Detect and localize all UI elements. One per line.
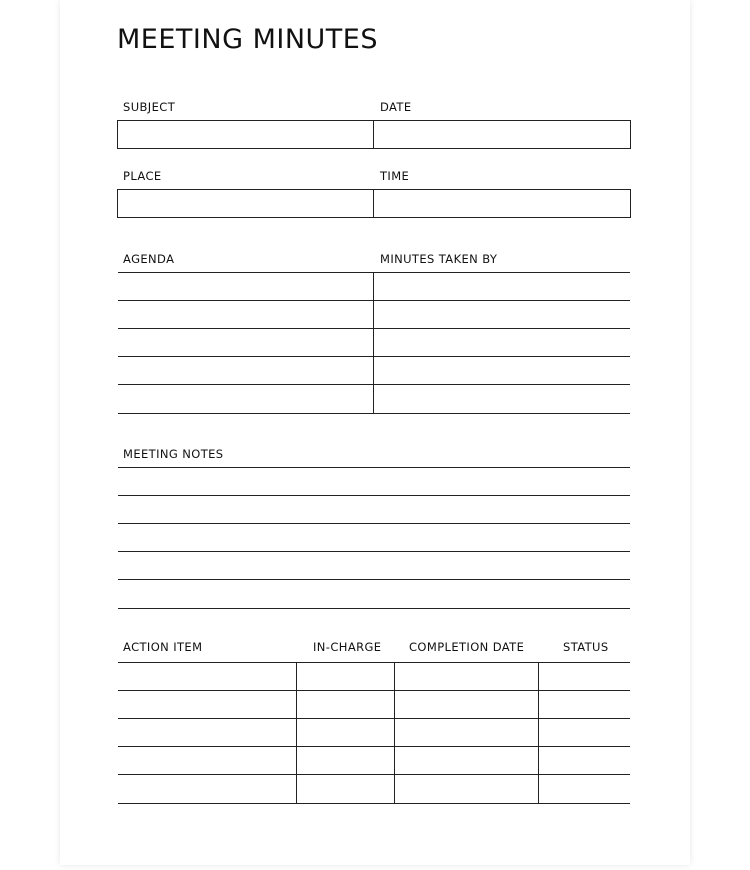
status-field[interactable] xyxy=(540,776,629,801)
meeting-notes-line-field[interactable] xyxy=(118,581,630,606)
notes-rule xyxy=(118,579,630,580)
page-title: MEETING MINUTES xyxy=(117,24,378,55)
action-table-column-divider xyxy=(538,662,539,803)
time-label: TIME xyxy=(380,169,410,183)
in-charge-field[interactable] xyxy=(298,748,393,773)
place-field[interactable] xyxy=(119,191,371,216)
notes-rule xyxy=(118,608,630,609)
notes-rule xyxy=(118,495,630,496)
minutes-taken-by-field[interactable] xyxy=(375,302,629,327)
agenda-item-field[interactable] xyxy=(118,274,372,299)
place-time-divider xyxy=(373,189,374,218)
action-item-header: ACTION ITEM xyxy=(123,640,203,654)
meeting-notes-line-field[interactable] xyxy=(118,525,630,550)
action-item-field[interactable] xyxy=(120,720,295,745)
subject-label: SUBJECT xyxy=(123,100,176,114)
completion-date-field[interactable] xyxy=(396,692,537,717)
agenda-rule xyxy=(118,413,630,414)
status-field[interactable] xyxy=(540,748,629,773)
minutes-taken-by-field[interactable] xyxy=(375,386,629,411)
status-field[interactable] xyxy=(540,720,629,745)
agenda-item-field[interactable] xyxy=(118,330,372,355)
action-table-rule xyxy=(118,718,630,719)
action-table-rule xyxy=(118,774,630,775)
completion-date-field[interactable] xyxy=(396,664,537,689)
completion-date-header: COMPLETION DATE xyxy=(409,640,525,654)
status-header: STATUS xyxy=(563,640,609,654)
in-charge-header: IN-CHARGE xyxy=(313,640,382,654)
agenda-label: AGENDA xyxy=(123,252,175,266)
place-label: PLACE xyxy=(123,169,162,183)
agenda-rule xyxy=(118,272,630,273)
meeting-notes-label: MEETING NOTES xyxy=(123,447,224,461)
minutes-taken-by-field[interactable] xyxy=(375,330,629,355)
action-item-field[interactable] xyxy=(120,776,295,801)
action-table-column-divider xyxy=(394,662,395,803)
in-charge-field[interactable] xyxy=(298,720,393,745)
date-field[interactable] xyxy=(376,122,629,147)
completion-date-field[interactable] xyxy=(396,748,537,773)
subject-field[interactable] xyxy=(119,122,371,147)
action-item-field[interactable] xyxy=(120,664,295,689)
action-item-field[interactable] xyxy=(120,748,295,773)
status-field[interactable] xyxy=(540,664,629,689)
minutes-taken-by-field[interactable] xyxy=(375,358,629,383)
in-charge-field[interactable] xyxy=(298,664,393,689)
meeting-notes-line-field[interactable] xyxy=(118,469,630,494)
date-label: DATE xyxy=(380,100,412,114)
action-table-rule xyxy=(118,662,630,663)
agenda-item-field[interactable] xyxy=(118,358,372,383)
status-field[interactable] xyxy=(540,692,629,717)
agenda-item-field[interactable] xyxy=(118,302,372,327)
agenda-rule xyxy=(118,328,630,329)
subject-date-divider xyxy=(373,120,374,149)
action-item-field[interactable] xyxy=(120,692,295,717)
in-charge-field[interactable] xyxy=(298,692,393,717)
time-field[interactable] xyxy=(376,191,629,216)
notes-rule xyxy=(118,523,630,524)
completion-date-field[interactable] xyxy=(396,776,537,801)
agenda-item-field[interactable] xyxy=(118,386,372,411)
action-table-column-divider xyxy=(296,662,297,803)
agenda-rule xyxy=(118,356,630,357)
notes-rule xyxy=(118,551,630,552)
action-table-rule xyxy=(118,803,630,804)
notes-rule xyxy=(118,467,630,468)
meeting-notes-line-field[interactable] xyxy=(118,497,630,522)
meeting-notes-line-field[interactable] xyxy=(118,553,630,578)
completion-date-field[interactable] xyxy=(396,720,537,745)
agenda-rule xyxy=(118,384,630,385)
agenda-rule xyxy=(118,300,630,301)
minutes-taken-by-label: MINUTES TAKEN BY xyxy=(380,252,498,266)
action-table-rule xyxy=(118,746,630,747)
in-charge-field[interactable] xyxy=(298,776,393,801)
action-table-rule xyxy=(118,690,630,691)
minutes-taken-by-field[interactable] xyxy=(375,274,629,299)
agenda-column-divider xyxy=(373,272,374,413)
